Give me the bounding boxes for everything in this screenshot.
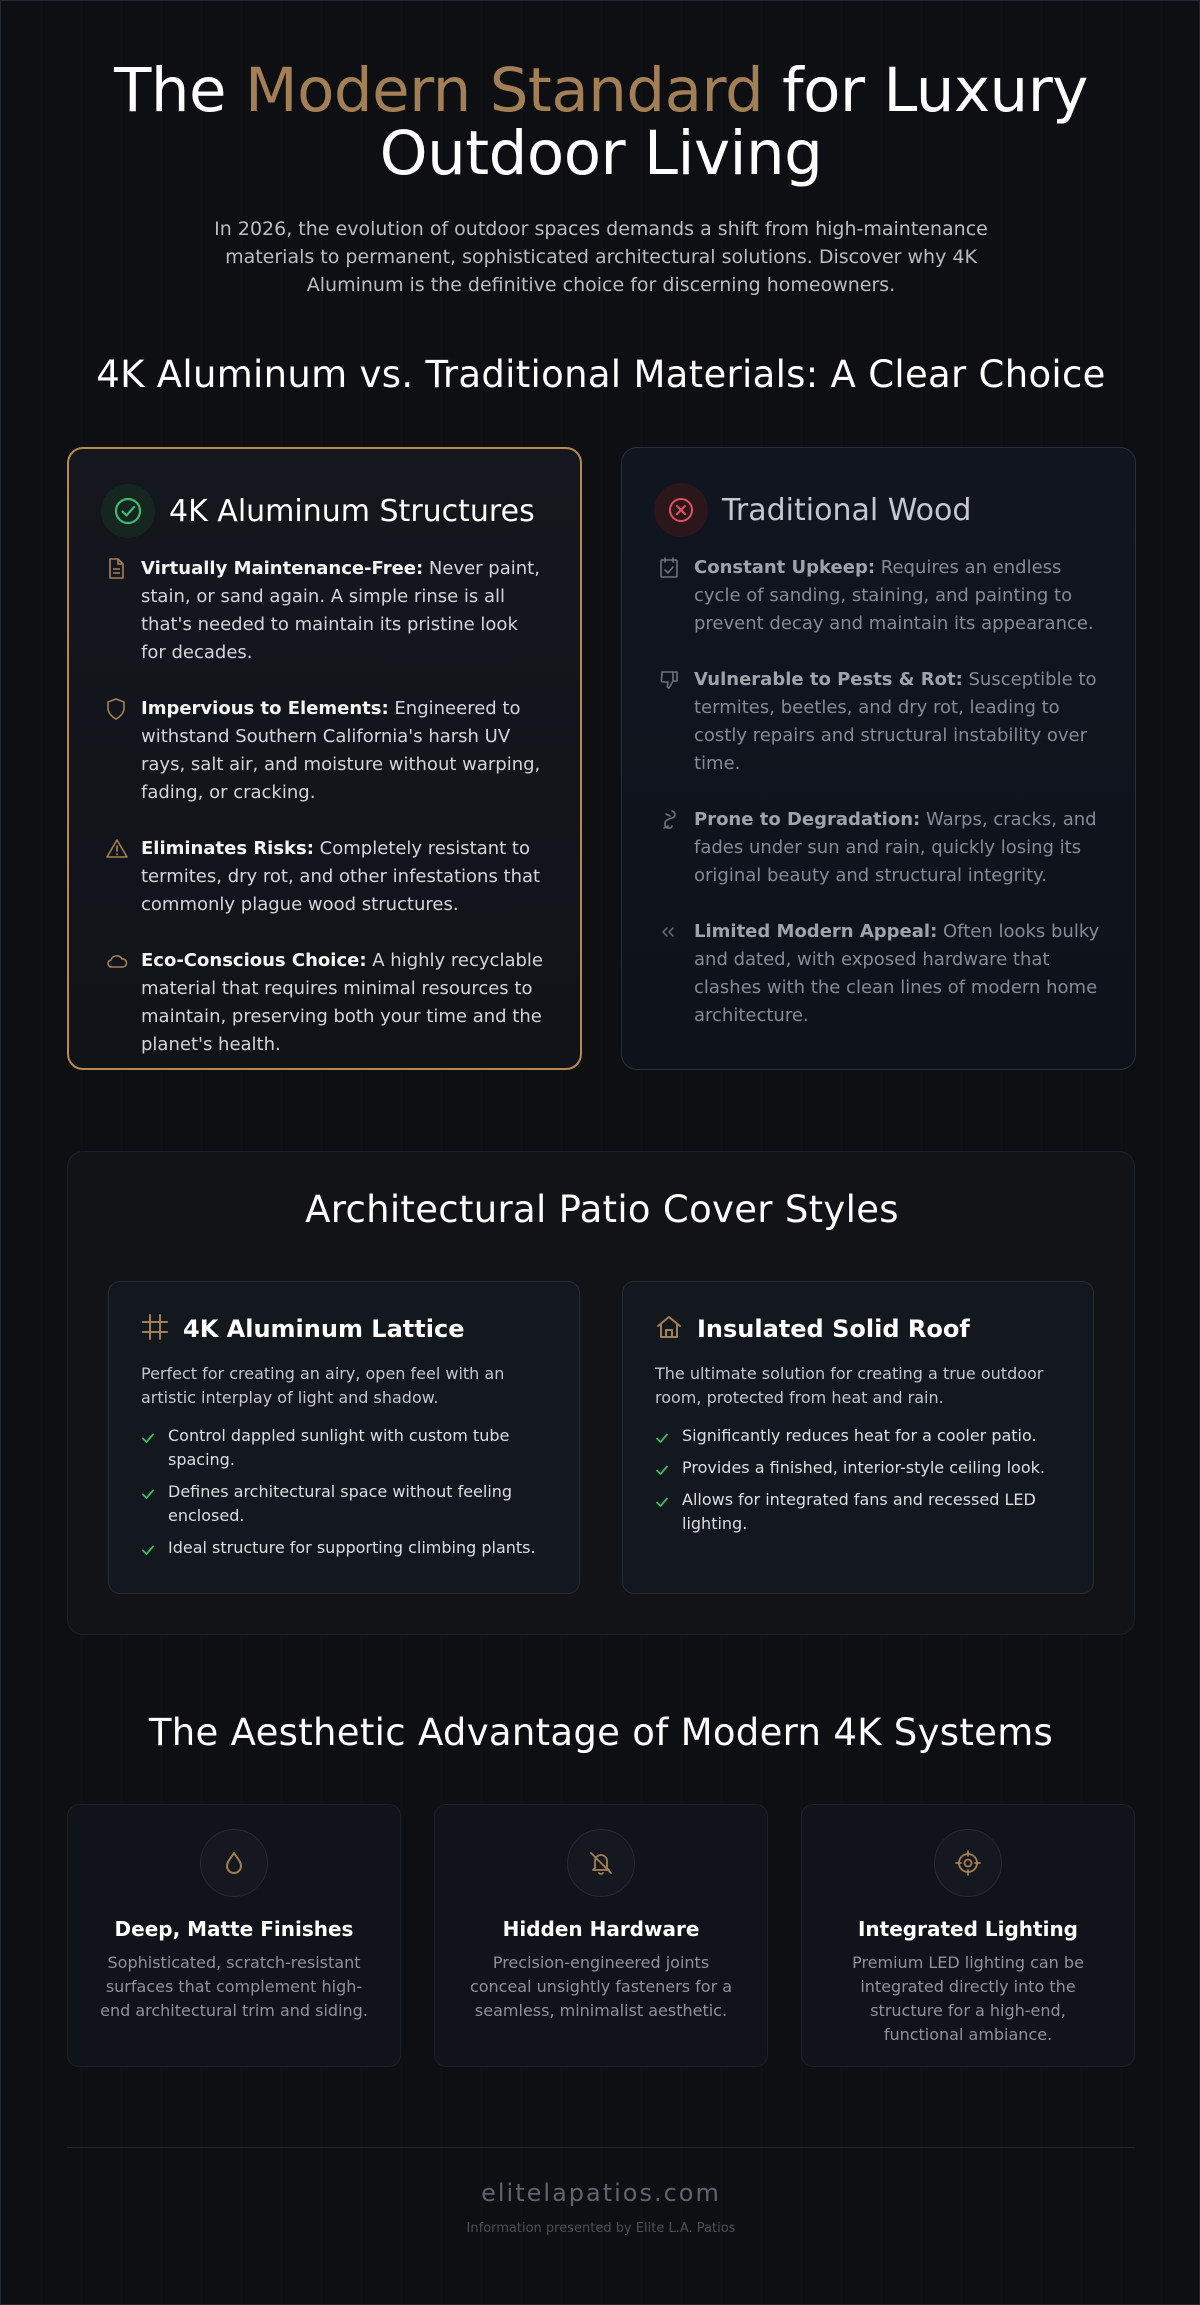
- grid-icon: [141, 1313, 169, 1345]
- item-bold: Constant Upkeep:: [694, 557, 876, 578]
- list-item: [141, 1480, 547, 1528]
- item-text: Completely resistant to termites, dry rot, and other infestations that commonly plague wood structures.: [141, 838, 541, 915]
- item-text: Warps, cracks, and fades under sun and rain, quickly losing its original beauty and structural integrity.: [694, 809, 1097, 886]
- feature-desc: Sophisticated, scratch-resistant surfaces that complement high-end architectural trim and siding.: [100, 1953, 368, 2020]
- list-item: [654, 806, 1103, 890]
- list-item: [141, 1536, 547, 1560]
- item-text: Susceptible to termites, beetles, and dry rot, leading to costly repairs and structural instability over time.: [694, 669, 1097, 774]
- title-part: for Luxury Outdoor Living: [379, 55, 1088, 189]
- bug-icon: [658, 808, 682, 832]
- feature-title: Integrated Lighting: [857, 1917, 1078, 1941]
- style-card-lattice: [108, 1281, 580, 1594]
- item-text: Requires an endless cycle of sanding, staining, and painting to prevent decay and maintain its appearance.: [694, 557, 1094, 634]
- style-card-title: 4K Aluminum Lattice: [183, 1315, 465, 1343]
- style-card-desc: The ultimate solution for creating a true outdoor room, protected from heat and rain.: [655, 1364, 1044, 1407]
- list-item: [654, 918, 1103, 1030]
- list-item: [101, 835, 548, 919]
- bullet-text: Allows for integrated fans and recessed LED lighting.: [682, 1490, 1036, 1533]
- feature-title: Hidden Hardware: [502, 1917, 700, 1941]
- check-icon: [655, 1463, 669, 1477]
- item-bold: Impervious to Elements:: [141, 698, 389, 719]
- bullet-text: Control dappled sunlight with custom tube spacing.: [168, 1426, 510, 1469]
- list-item: [141, 1424, 547, 1472]
- footer-site-link[interactable]: elitelapatios.com: [481, 2179, 721, 2207]
- list-item: [655, 1488, 1061, 1536]
- footer-note: Information presented by Elite L.A. Patios: [466, 2221, 736, 2236]
- thumbs-down-icon: [658, 668, 682, 692]
- chevrons-left-icon: [658, 920, 682, 944]
- list-item: [101, 555, 548, 667]
- style-card-bullets: [655, 1424, 1061, 1536]
- page-title: [1, 55, 1200, 189]
- item-bold: Virtually Maintenance-Free:: [141, 558, 424, 579]
- item-text: A highly recyclable material that requires minimal resources to maintain, preserving both your time and the planet's health.: [141, 950, 543, 1055]
- item-text: Engineered to withstand Southern California's harsh UV rays, salt air, and moisture without warping, fading, or cracking.: [141, 698, 541, 803]
- bullet-text: Significantly reduces heat for a cooler patio.: [682, 1426, 1037, 1445]
- style-card-title: Insulated Solid Roof: [697, 1315, 970, 1343]
- item-bold: Limited Modern Appeal:: [694, 921, 938, 942]
- aluminum-card: [67, 447, 582, 1070]
- feature-card-hardware: [434, 1804, 768, 2067]
- wood-card: [621, 447, 1136, 1070]
- hero: [1, 55, 1200, 299]
- feature-card-finishes: [67, 1804, 401, 2067]
- shield-icon: [105, 697, 129, 721]
- list-item: [654, 554, 1103, 638]
- warning-icon: [105, 837, 129, 861]
- item-bold: Prone to Degradation:: [694, 809, 921, 830]
- card-header: [101, 483, 548, 539]
- style-card-header: [141, 1310, 547, 1348]
- check-icon: [655, 1431, 669, 1445]
- item-bold: Eco-Conscious Choice:: [141, 950, 367, 971]
- sun-target-icon: [934, 1829, 1002, 1897]
- item-bold: Vulnerable to Pests & Rot:: [694, 669, 963, 690]
- style-card-desc: Perfect for creating an airy, open feel with an artistic interplay of light and shadow.: [141, 1364, 505, 1407]
- style-card-bullets: [141, 1424, 547, 1560]
- list-item: [655, 1424, 1061, 1448]
- check-icon: [141, 1431, 155, 1445]
- list-item: [101, 695, 548, 807]
- house-icon: [655, 1313, 683, 1345]
- item-text: Often looks bulky and dated, with exposed hardware that clashes with the clean lines of modern home architecture.: [694, 921, 1100, 1026]
- bullet-text: Ideal structure for supporting climbing plants.: [168, 1538, 536, 1557]
- card-title: 4K Aluminum Structures: [169, 493, 535, 529]
- hero-subtitle: In 2026, the evolution of outdoor spaces demands a shift from high-maintenance materials to permanent, sophisticated architectural solutions. Discover why 4K Aluminum is the definitive choice for discerning homeowners.: [214, 218, 988, 296]
- bell-off-icon: [567, 1829, 635, 1897]
- check-icon: [141, 1543, 155, 1557]
- bullet-text: Provides a finished, interior-style ceiling look.: [682, 1458, 1045, 1477]
- styles-section: [67, 1151, 1135, 1635]
- cloud-icon: [105, 949, 129, 973]
- style-card-solid-roof: [622, 1281, 1094, 1594]
- comparison-title: 4K Aluminum vs. Traditional Materials: A Clear Choice: [96, 353, 1106, 396]
- title-accent: Modern Standard: [244, 55, 764, 126]
- aesthetic-title: The Aesthetic Advantage of Modern 4K Systems: [148, 1711, 1054, 1754]
- list-item: [654, 666, 1103, 778]
- title-part: The: [114, 55, 245, 126]
- x-circle-icon: [654, 483, 708, 537]
- styles-title: Architectural Patio Cover Styles: [305, 1188, 899, 1231]
- check-icon: [655, 1495, 669, 1509]
- feature-desc: Premium LED lighting can be integrated directly into the structure for a high-end, functional ambiance.: [852, 1953, 1084, 2044]
- document-icon: [105, 557, 129, 581]
- style-card-header: [655, 1310, 1061, 1348]
- droplet-icon: [200, 1829, 268, 1897]
- feature-title: Deep, Matte Finishes: [114, 1917, 354, 1941]
- calendar-check-icon: [658, 556, 682, 580]
- feature-desc: Precision-engineered joints conceal unsightly fasteners for a seamless, minimalist aesthetic.: [469, 1953, 733, 2020]
- item-text: Never paint, stain, or sand again. A simple rinse is all that's needed to maintain its pristine look for decades.: [141, 558, 540, 663]
- feature-card-lighting: [801, 1804, 1135, 2067]
- card-header: [654, 482, 1103, 538]
- item-bold: Eliminates Risks:: [141, 838, 314, 859]
- list-item: [101, 947, 548, 1059]
- check-icon: [141, 1487, 155, 1501]
- bullet-text: Defines architectural space without feeling enclosed.: [168, 1482, 513, 1525]
- footer-divider: [67, 2147, 1135, 2148]
- list-item: [655, 1456, 1061, 1480]
- card-title: Traditional Wood: [722, 492, 972, 528]
- check-circle-icon: [101, 484, 155, 538]
